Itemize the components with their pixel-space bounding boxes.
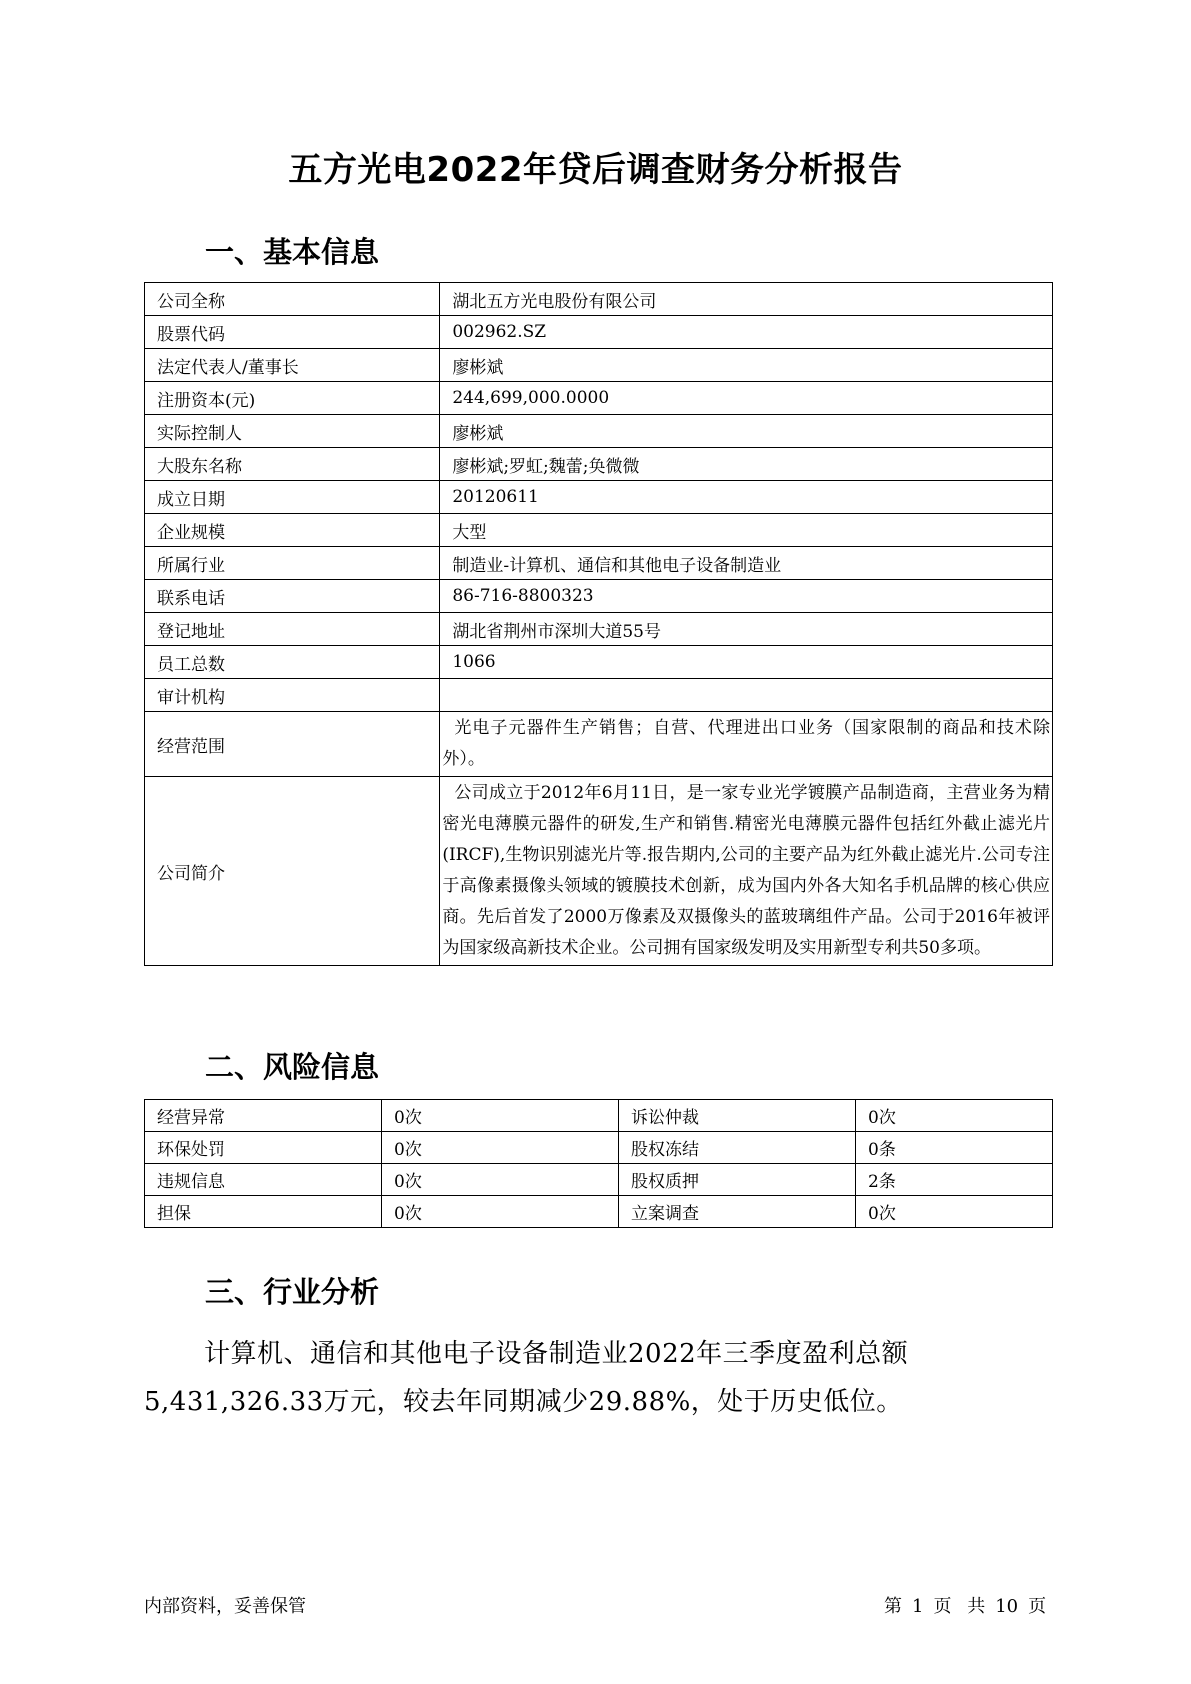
page-number: 1 [912,1596,924,1617]
risk-label: 担保 [145,1196,382,1228]
row-label: 经营范围 [145,712,440,777]
table-row [145,415,1053,448]
report-title: 五方光电2022年贷后调查财务分析报告 [288,150,903,190]
table-row [145,283,1053,316]
row-value: 廖彬斌;罗虹;魏蕾;奂微微 [440,448,1053,481]
table-row [145,316,1053,349]
total-suffix: 页 [1028,1596,1047,1617]
section-heading-risk-info: 二、风险信息 [205,1050,380,1084]
row-value [440,679,1053,712]
table-row [145,613,1053,646]
table-row [145,1100,1053,1132]
row-value: 86-716-8800323 [440,580,1053,613]
row-value: 制造业-计算机、通信和其他电子设备制造业 [440,547,1053,580]
table-row [145,580,1053,613]
table-row [145,646,1053,679]
total-pages: 10 [995,1596,1019,1617]
risk-label: 经营异常 [145,1100,382,1132]
risk-value: 0次 [856,1100,1053,1132]
risk-label: 环保处罚 [145,1132,382,1164]
row-label: 联系电话 [145,580,440,613]
basic-info-table [144,282,1053,966]
page-prefix: 第 [884,1596,902,1617]
risk-label: 股权冻结 [619,1132,856,1164]
row-label: 员工总数 [145,646,440,679]
section-heading-industry-analysis: 三、行业分析 [205,1275,380,1309]
footer-confidential-note: 内部资料，妥善保管 [144,1596,306,1617]
total-prefix: 共 [967,1596,986,1617]
row-value [440,777,1053,966]
table-row [145,349,1053,382]
risk-value: 0次 [382,1100,619,1132]
risk-value: 2条 [856,1164,1053,1196]
row-value: 廖彬斌 [440,415,1053,448]
row-value: 湖北省荆州市深圳大道55号 [440,613,1053,646]
page-suffix: 页 [933,1596,952,1617]
table-row [145,712,1053,777]
risk-value: 0次 [856,1196,1053,1228]
industry-analysis-paragraph: 计算机、通信和其他电子设备制造业2022年三季度盈利总额5,431,326.33万元，较去年同期减少29.88%，处于历史低位。 [144,1339,909,1417]
table-row [145,514,1053,547]
row-label: 实际控制人 [145,415,440,448]
table-row [145,1164,1053,1196]
table-row [145,777,1053,966]
row-value: 002962.SZ [440,316,1053,349]
row-label: 股票代码 [145,316,440,349]
table-row [145,547,1053,580]
footer-page-indicator [884,1592,1056,1618]
risk-info-table [144,1099,1053,1228]
risk-value: 0次 [382,1132,619,1164]
row-label: 审计机构 [145,679,440,712]
row-value: 大型 [440,514,1053,547]
risk-value: 0条 [856,1132,1053,1164]
row-label: 公司全称 [145,283,440,316]
risk-label: 立案调查 [619,1196,856,1228]
row-label: 注册资本(元) [145,382,440,415]
row-value: 20120611 [440,481,1053,514]
company-profile-text: 公司成立于2012年6月11日，是一家专业光学镀膜产品制造商，主营业务为精密光电薄膜元器件的研发,生产和销售.精密光电薄膜元器件包括红外截止滤光片(IRCF),生物识别滤光片等.报告期内,公司的主要产品为红外截止滤光片.公司专注于高像素摄像头领域的镀膜技术创新，成为国内外各大知名手机品牌的核心供应商。先后首发了2000万像素及双摄像头的蓝玻璃组件产品。公司于2016年被评为国家级高新技术企业。公司拥有国家级发明及实用新型专利共50多项。 [442,783,1050,958]
row-value [440,712,1053,777]
row-label: 成立日期 [145,481,440,514]
table-row [145,679,1053,712]
row-label: 公司简介 [145,777,440,966]
table-row [145,1132,1053,1164]
table-row [145,1196,1053,1228]
row-label: 所属行业 [145,547,440,580]
risk-value: 0次 [382,1164,619,1196]
row-value: 湖北五方光电股份有限公司 [440,283,1053,316]
row-value: 廖彬斌 [440,349,1053,382]
risk-value: 0次 [382,1196,619,1228]
risk-label: 诉讼仲裁 [619,1100,856,1132]
table-row [145,448,1053,481]
table-row [145,382,1053,415]
risk-label: 股权质押 [619,1164,856,1196]
table-row [145,481,1053,514]
risk-label: 违规信息 [145,1164,382,1196]
row-label: 企业规模 [145,514,440,547]
business-scope-text: 光电子元器件生产销售；自营、代理进出口业务（国家限制的商品和技术除外）。 [442,718,1050,769]
row-label: 大股东名称 [145,448,440,481]
row-value: 1066 [440,646,1053,679]
section-heading-basic-info: 一、基本信息 [205,235,380,269]
row-value: 244,699,000.0000 [440,382,1053,415]
row-label: 登记地址 [145,613,440,646]
row-label: 法定代表人/董事长 [145,349,440,382]
